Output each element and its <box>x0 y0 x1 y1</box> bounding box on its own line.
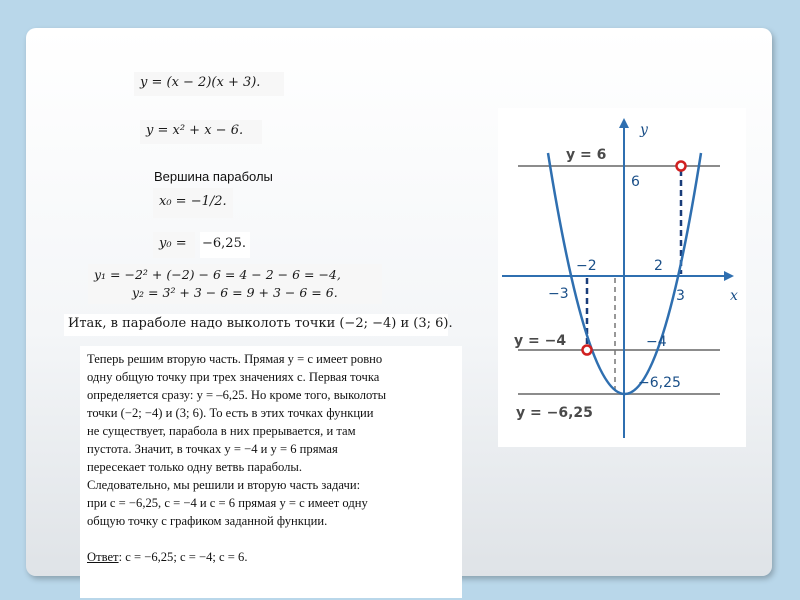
line-y6-label: y = 6 <box>566 147 607 163</box>
factored-formula-text: y = (x − 2)(x + 3). <box>140 75 261 90</box>
graph-svg <box>498 108 746 447</box>
tick-label-minus-4: −4 <box>646 334 667 350</box>
tick-label-minus-2: −2 <box>576 258 597 274</box>
conclusion-line <box>64 314 453 336</box>
vertex-x-text: x₀ = −1/2. <box>159 194 227 209</box>
vertex-y-label-text: y₀ = <box>159 236 187 251</box>
y2-line: y₂ = 3² + 3 − 6 = 9 + 3 − 6 = 6. <box>132 285 338 300</box>
expanded-formula-text: y = x² + x − 6. <box>146 123 244 138</box>
factored-formula <box>134 72 284 96</box>
punctured-point-minus-2 <box>583 346 592 355</box>
slide <box>26 28 772 576</box>
answer-line <box>87 548 455 566</box>
vertex-y-value-text: −6,25. <box>202 236 246 251</box>
line-ym4-label: y = −4 <box>514 333 567 349</box>
tick-label-3: 3 <box>676 288 685 304</box>
vertex-y-value <box>200 232 250 258</box>
text-line: определяется сразу: y = –6,25. Но кроме того, выколоты <box>87 388 387 402</box>
punctured-point-3 <box>677 162 686 171</box>
line-ymin-label: y = −6,25 <box>516 405 593 421</box>
text-line: при c = −6,25, c = −4 и c = 6 прямая y = c имеет одну <box>87 496 368 510</box>
tick-label-minus-6-25: −6,25 <box>638 375 681 391</box>
tick-label-minus-3: −3 <box>548 286 569 302</box>
vertex-y-label <box>153 232 195 258</box>
text-line: пересекает только одну ветвь параболы. <box>87 460 303 474</box>
y-values-block <box>88 264 382 304</box>
text-line: пустота. Значит, в точках y = −4 и y = 6 прямая <box>87 442 338 456</box>
y-axis-label: y <box>640 122 648 138</box>
text-line: Следовательно, мы решили и вторую часть задачи: <box>87 478 361 492</box>
conclusion-text: Итак, в параболе надо выколоть точки (−2; −4) и (3; 6). <box>68 316 453 331</box>
answer-label: Ответ <box>87 550 119 564</box>
vertex-x-formula <box>153 188 233 218</box>
answer-value: : c = −6,25; c = −4; c = 6. <box>118 550 248 564</box>
y-axis-arrow-icon <box>619 118 629 128</box>
x-axis-arrow-icon <box>724 271 734 281</box>
solution-text-block <box>80 346 462 598</box>
vertex-heading: Вершина параболы <box>154 169 273 184</box>
tick-label-2: 2 <box>654 258 663 274</box>
y1-line: y₁ = −2² + (−2) − 6 = 4 − 2 − 6 = −4, <box>94 267 341 282</box>
parabola-graph <box>498 108 746 447</box>
text-line: Теперь решим вторую часть. Прямая y = c имеет ровно <box>87 352 383 366</box>
x-axis-label: x <box>730 288 738 304</box>
text-line: точки (−2; −4) и (3; 6). То есть в этих точках функции <box>87 406 374 420</box>
expanded-formula <box>140 120 262 144</box>
text-line: одну общую точку при трех значениях c. Первая точка <box>87 370 380 384</box>
text-line: общую точку с графиком заданной функции. <box>87 514 328 528</box>
tick-label-6: 6 <box>631 174 640 190</box>
text-line: не существует, парабола в них прерывается, и там <box>87 424 356 438</box>
